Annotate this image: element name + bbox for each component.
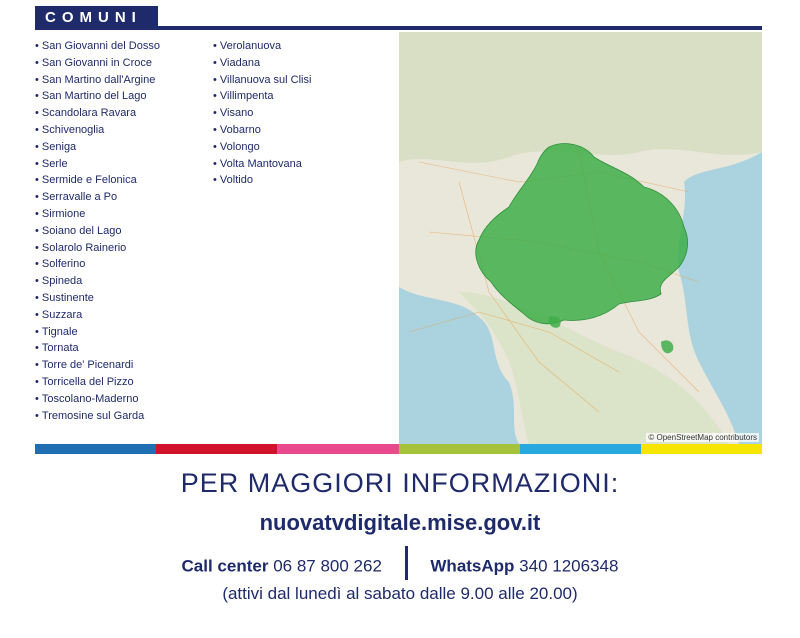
comune-item: • Serravalle a Po [35,189,160,206]
comune-item: • Soiano del Lago [35,223,160,240]
comune-item: • Vobarno [213,122,311,139]
comune-item: • Torre de' Picenardi [35,357,160,374]
opening-hours: (attivi dal lunedì al sabato dalle 9.00 alle 20.00) [222,584,578,603]
color-stripe-bar [35,444,762,454]
comune-item: • Sustinente [35,290,160,307]
header-rule [35,26,762,30]
comuni-list-column-1 [35,38,160,424]
comuni-list-column-2 [213,38,311,189]
comune-item: • Tremosine sul Garda [35,408,160,425]
call-center-number[interactable]: 06 87 800 262 [273,556,382,576]
comune-item: • Schivenoglia [35,122,160,139]
color-stripe [520,444,641,454]
whatsapp-label: WhatsApp [430,556,515,576]
comune-item: • Sermide e Felonica [35,172,160,189]
comune-item: • Voltido [213,172,311,189]
comune-item: • Tornata [35,340,160,357]
comune-item: • Suzzara [35,307,160,324]
website-link[interactable]: nuovatvdigitale.mise.gov.it [259,510,541,535]
comune-item: • Villimpenta [213,88,311,105]
comune-item: • Volta Mantovana [213,156,311,173]
color-stripe [641,444,762,454]
comune-item: • Torricella del Pizzo [35,374,160,391]
color-stripe [156,444,277,454]
comune-item: • Solarolo Rainerio [35,240,160,257]
contact-separator [405,546,408,580]
coverage-map [399,32,762,444]
comune-item: • Viadana [213,55,311,72]
map-attribution: © OpenStreetMap contributors [648,433,757,442]
comune-item: • Serle [35,156,160,173]
comune-item: • San Giovanni del Dosso [35,38,160,55]
comune-item: • San Martino dall'Argine [35,72,160,89]
more-info-title: PER MAGGIORI INFORMAZIONI: [180,468,620,498]
map-graphic [399,32,762,444]
color-stripe [277,444,398,454]
comune-item: • Villanuova sul Clisi [213,72,311,89]
comune-item: • Seniga [35,139,160,156]
color-stripe [399,444,520,454]
comune-item: • Spineda [35,273,160,290]
call-center-label: Call center [181,556,269,576]
color-stripe [35,444,156,454]
whatsapp-number[interactable]: 340 1206348 [519,556,619,576]
comune-item: • Volongo [213,139,311,156]
comune-item: • San Martino del Lago [35,88,160,105]
comune-item: • Verolanuova [213,38,311,55]
comune-item: • San Giovanni in Croce [35,55,160,72]
comune-item: • Toscolano-Maderno [35,391,160,408]
comune-item: • Visano [213,105,311,122]
comune-item: • Sirmione [35,206,160,223]
contact-line [0,554,800,580]
comune-item: • Solferino [35,256,160,273]
comune-item: • Tignale [35,324,160,341]
comune-item: • Scandolara Ravara [35,105,160,122]
section-title-comuni: COMUNI [35,6,158,30]
